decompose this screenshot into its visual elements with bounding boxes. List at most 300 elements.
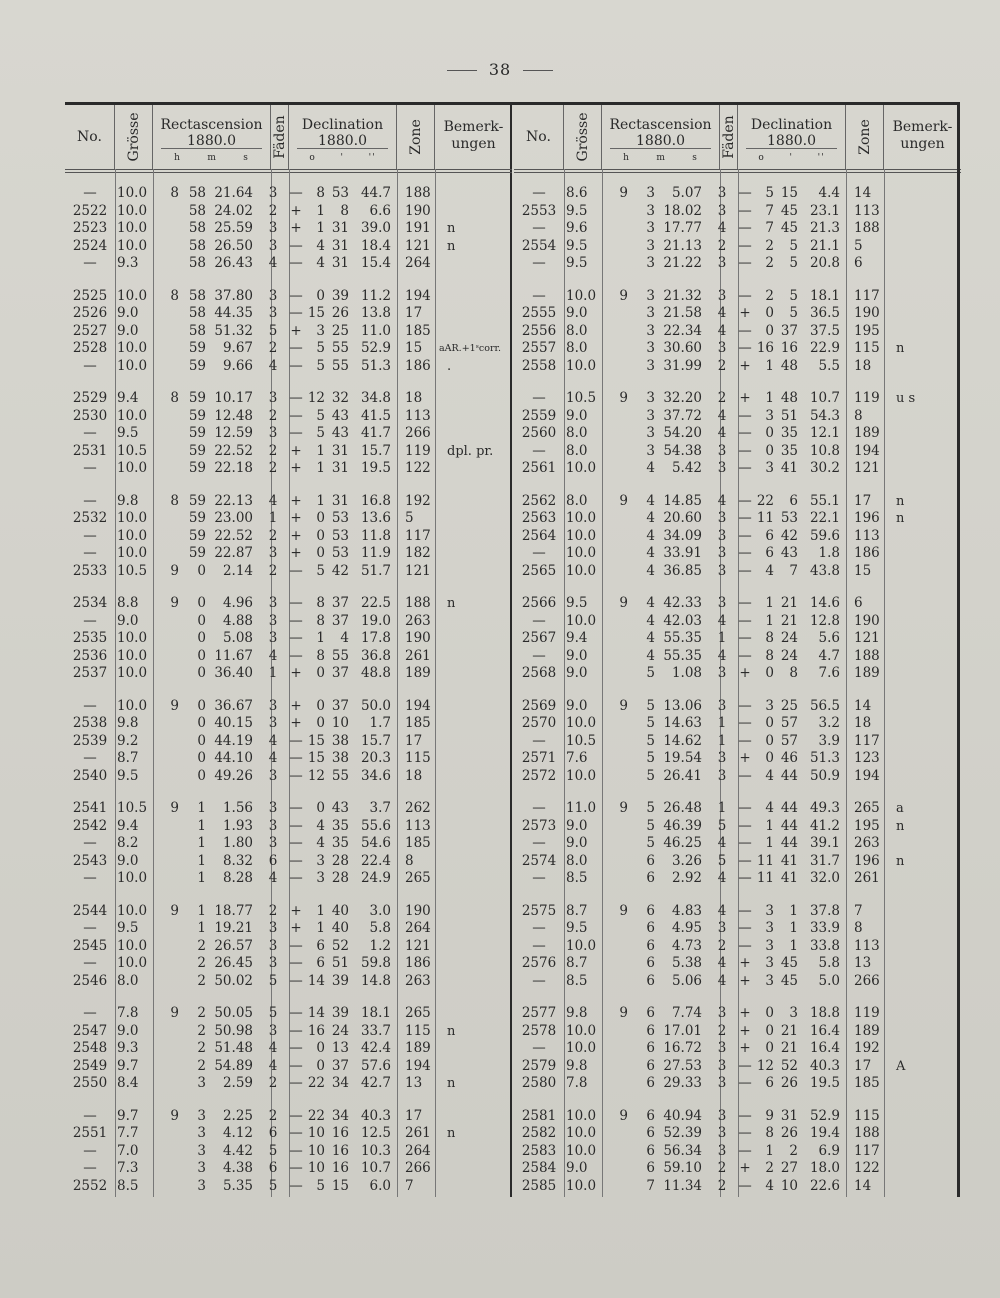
header-label: Bemerk- (443, 119, 504, 135)
cell-bemerkungen: n (447, 238, 456, 254)
cell-dec-seconds: 3.0 (369, 902, 391, 919)
cell-faeden: 3 (717, 665, 727, 681)
cell-dec-seconds: 5.8 (818, 955, 840, 971)
cell-dec-sign: — (289, 237, 303, 254)
cell-dec-sign: + (290, 715, 302, 731)
cell-dec-degrees: 0 (316, 1040, 325, 1056)
cell-ra-seconds: 26.41 (663, 767, 702, 784)
cell-ra-hours: 9 (619, 800, 628, 816)
cell-dec-degrees: 15 (307, 750, 325, 766)
cell-dec-seconds: 5.0 (818, 972, 840, 989)
cell-ra-minutes: 58 (188, 305, 206, 321)
cell-dec-sign: + (290, 492, 302, 509)
cell-zone: 8 (405, 852, 414, 869)
cell-dec-sign: — (289, 835, 303, 851)
cell-groesse: 10.0 (566, 527, 597, 544)
cell-ra-minutes: 0 (197, 665, 206, 681)
cell-faeden: 3 (717, 202, 727, 219)
cell-zone: 185 (405, 835, 431, 851)
cell-dec-seconds: 59.6 (809, 527, 840, 544)
cell-dec-degrees: 6 (765, 527, 774, 544)
cell-dec-minutes: 45 (780, 202, 798, 219)
cell-dec-degrees: 14 (307, 972, 325, 989)
cell-zone: 261 (405, 647, 431, 664)
cell-dec-minutes: 16 (331, 1160, 349, 1176)
cell-faeden: 1 (268, 665, 278, 681)
cell-number: 2584 (521, 1160, 557, 1176)
cell-ra-minutes: 6 (646, 1075, 655, 1091)
cell-groesse: 7.6 (566, 750, 588, 766)
cell-ra-hours: 8 (170, 287, 179, 304)
entry-group (65, 595, 512, 683)
cell-groesse: 7.8 (117, 1005, 139, 1021)
cell-faeden: 3 (717, 1005, 727, 1021)
cell-dec-seconds: 5.8 (369, 920, 391, 936)
cell-ra-minutes: 6 (646, 1160, 655, 1176)
cell-zone: 265 (854, 800, 880, 816)
cell-dec-minutes: 43 (331, 800, 349, 816)
cell-dec-minutes: 25 (331, 322, 349, 339)
entry-group (514, 698, 961, 786)
table-row (65, 1058, 512, 1076)
cell-ra-minutes: 3 (646, 220, 655, 236)
cell-dec-sign: + (290, 527, 302, 544)
cell-ra-minutes: 59 (188, 390, 206, 406)
cell-zone: 17 (405, 1107, 423, 1124)
cell-dec-sign: — (738, 937, 752, 954)
cell-number: 2568 (521, 665, 557, 681)
cell-dec-minutes: 44 (780, 767, 798, 784)
header-title-block (289, 117, 396, 149)
cell-ra-seconds: 49.26 (214, 767, 253, 784)
cell-dec-minutes: 57 (780, 715, 798, 731)
cell-groesse: 10.5 (566, 390, 597, 406)
cell-dec-minutes: 28 (331, 852, 349, 869)
cell-dec-seconds: 37.8 (809, 902, 840, 919)
entry-group (514, 1108, 961, 1196)
table-row (65, 750, 512, 768)
cell-ra-seconds: 31.99 (663, 357, 702, 374)
cell-dec-sign: — (289, 647, 303, 664)
cell-zone: 5 (405, 510, 414, 526)
cell-dec-seconds: 32.0 (809, 870, 840, 886)
cell-dec-minutes: 24 (331, 1022, 349, 1039)
cell-zone: 113 (854, 202, 880, 219)
cell-number: — (83, 1005, 97, 1021)
cell-dec-seconds: 36.5 (809, 305, 840, 321)
cell-faeden: 4 (268, 732, 278, 749)
cell-bemerkungen: . (447, 358, 452, 374)
cell-number: — (83, 1107, 97, 1124)
cell-ra-seconds: 22.87 (214, 545, 253, 561)
cell-zone: 14 (854, 1177, 872, 1194)
cell-number: 2572 (521, 767, 557, 784)
cell-faeden: 3 (717, 442, 727, 459)
header-label: ungen (900, 136, 945, 152)
cell-bemerkungen: a (896, 801, 904, 816)
cell-ra-seconds: 44.19 (214, 732, 253, 749)
cell-dec-sign: — (738, 340, 752, 356)
cell-faeden: 3 (268, 920, 278, 936)
cell-zone: 188 (405, 595, 431, 611)
cell-ra-minutes: 2 (197, 1022, 206, 1039)
cell-zone: 190 (854, 305, 880, 321)
cell-dec-minutes: 28 (331, 870, 349, 886)
cell-groesse: 10.0 (117, 697, 148, 714)
cell-ra-minutes: 6 (646, 902, 655, 919)
cell-groesse: 9.5 (566, 255, 588, 271)
cell-ra-hours: 8 (170, 492, 179, 509)
cell-dec-minutes: 26 (331, 305, 349, 321)
cell-zone: 123 (854, 750, 880, 766)
cell-dec-seconds: 16.8 (360, 492, 391, 509)
cell-bemerkungen: n (447, 596, 456, 611)
header-units (297, 148, 388, 163)
cell-groesse: 9.0 (566, 697, 588, 714)
cell-faeden: 3 (268, 425, 278, 441)
cell-ra-minutes: 0 (197, 750, 206, 766)
header-label: Grösse (125, 112, 142, 162)
cell-groesse: 10.5 (117, 562, 148, 579)
cell-groesse: 10.0 (566, 1107, 597, 1124)
cell-groesse: 8.5 (566, 972, 588, 989)
cell-dec-minutes: 40 (331, 920, 349, 936)
cell-dec-minutes: 16 (780, 340, 798, 356)
cell-ra-minutes: 0 (197, 715, 206, 731)
cell-dec-sign: — (289, 852, 303, 869)
cell-dec-sign: + (739, 750, 751, 766)
unit-label: m (656, 153, 666, 163)
cell-ra-minutes: 2 (197, 1057, 206, 1074)
cell-ra-seconds: 22.34 (663, 322, 702, 339)
cell-groesse: 10.0 (117, 460, 148, 476)
cell-ra-hours: 9 (170, 562, 179, 579)
cell-zone: 192 (405, 492, 431, 509)
cell-dec-minutes: 8 (340, 202, 349, 219)
header-epoch: 1880.0 (767, 133, 816, 149)
cell-ra-seconds: 51.48 (214, 1040, 253, 1056)
cell-dec-minutes: 2 (789, 1142, 798, 1159)
cell-number: — (83, 255, 97, 271)
cell-dec-sign: + (290, 697, 302, 714)
cell-ra-minutes: 58 (188, 185, 206, 201)
cell-groesse: 7.8 (566, 1075, 588, 1091)
unit-label: s (692, 153, 698, 163)
cell-ra-seconds: 26.50 (214, 237, 253, 254)
cell-groesse: 10.0 (566, 460, 597, 476)
cell-ra-seconds: 1.08 (671, 665, 702, 681)
cell-groesse: 9.5 (117, 920, 139, 936)
cell-number: — (83, 545, 97, 561)
entry-group (514, 390, 961, 478)
cell-number: 2560 (521, 425, 557, 441)
cell-dec-minutes: 3 (789, 1005, 798, 1021)
cell-zone: 121 (405, 237, 431, 254)
unit-label: h (174, 153, 181, 163)
cell-zone: 186 (854, 545, 880, 561)
cell-dec-minutes: 37 (331, 612, 349, 629)
table-row (514, 870, 961, 888)
cell-zone: 188 (854, 647, 880, 664)
cell-dec-minutes: 21 (780, 595, 798, 611)
cell-dec-degrees: 8 (316, 647, 325, 664)
cell-dec-degrees: 1 (316, 460, 325, 476)
cell-faeden: 3 (717, 562, 727, 579)
cell-ra-seconds: 9.67 (222, 340, 253, 356)
cell-number: 2523 (72, 220, 108, 236)
cell-dec-sign: — (289, 955, 303, 971)
cell-dec-minutes: 32 (331, 390, 349, 406)
cell-ra-seconds: 9.66 (222, 357, 253, 374)
entry-group (65, 800, 512, 888)
cell-dec-seconds: 19.0 (360, 612, 391, 629)
cell-dec-minutes: 4 (340, 630, 349, 646)
cell-dec-degrees: 1 (316, 920, 325, 936)
cell-zone: 117 (854, 1142, 880, 1159)
cell-zone: 266 (405, 1160, 431, 1176)
cell-ra-seconds: 4.38 (222, 1160, 253, 1176)
cell-zone: 14 (854, 697, 872, 714)
table-row (514, 1160, 961, 1178)
cell-ra-minutes: 58 (188, 237, 206, 254)
cell-dec-degrees: 0 (316, 1057, 325, 1074)
cell-faeden: 2 (717, 937, 727, 954)
cell-dec-degrees: 5 (316, 340, 325, 356)
cell-zone: 186 (405, 357, 431, 374)
header-title-block (738, 117, 845, 149)
cell-groesse: 10.0 (566, 562, 597, 579)
cell-dec-minutes: 31 (331, 255, 349, 271)
cell-dec-degrees: 4 (765, 1177, 774, 1194)
table-row (65, 1005, 512, 1023)
left-half (65, 105, 512, 1197)
cell-number: 2539 (72, 732, 108, 749)
cell-groesse: 9.0 (566, 305, 588, 321)
cell-dec-degrees: 2 (765, 237, 774, 254)
cell-dec-sign: — (289, 1040, 303, 1056)
cell-zone: 261 (854, 870, 880, 886)
cell-number: — (83, 185, 97, 201)
table-row (65, 1023, 512, 1041)
cell-ra-minutes: 0 (197, 562, 206, 579)
table-row (514, 920, 961, 938)
cell-dec-minutes: 51 (331, 955, 349, 971)
cell-dec-sign: — (738, 1142, 752, 1159)
cell-dec-seconds: 11.8 (360, 527, 391, 544)
cell-dec-seconds: 23.1 (809, 202, 840, 219)
cell-dec-minutes: 42 (331, 562, 349, 579)
cell-ra-seconds: 26.45 (214, 955, 253, 971)
cell-dec-degrees: 22 (307, 1075, 325, 1091)
cell-ra-minutes: 3 (197, 1177, 206, 1194)
table-row (514, 733, 961, 751)
table-row (514, 1023, 961, 1041)
cell-number: 2567 (521, 630, 557, 646)
cell-faeden: 3 (717, 255, 727, 271)
cell-dec-sign: — (738, 287, 752, 304)
cell-faeden: 4 (268, 492, 278, 509)
cell-groesse: 8.4 (117, 1075, 139, 1091)
cell-groesse: 8.2 (117, 835, 139, 851)
cell-dec-sign: + (290, 920, 302, 936)
cell-ra-minutes: 6 (646, 852, 655, 869)
cell-dec-sign: + (290, 510, 302, 526)
table-row (65, 510, 512, 528)
cell-dec-seconds: 18.0 (809, 1160, 840, 1176)
cell-number: 2525 (72, 287, 108, 304)
cell-ra-seconds: 50.02 (214, 972, 253, 989)
cell-dec-degrees: 0 (316, 697, 325, 714)
header-label: No. (526, 129, 551, 145)
cell-groesse: 10.0 (117, 202, 148, 219)
cell-ra-hours: 8 (170, 185, 179, 201)
cell-ra-minutes: 3 (197, 1075, 206, 1091)
cell-faeden: 4 (268, 255, 278, 271)
cell-dec-minutes: 37 (331, 595, 349, 611)
cell-zone: 14 (854, 185, 872, 201)
cell-dec-minutes: 6 (789, 492, 798, 509)
cell-dec-seconds: 41.7 (360, 425, 391, 441)
cell-dec-sign: — (289, 612, 303, 629)
cell-dec-degrees: 11 (756, 852, 774, 869)
cell-faeden: 3 (717, 510, 727, 526)
cell-dec-degrees: 0 (765, 1022, 774, 1039)
cell-ra-minutes: 3 (646, 442, 655, 459)
cell-dec-degrees: 12 (307, 390, 325, 406)
cell-groesse: 9.3 (117, 1040, 139, 1056)
cell-groesse: 9.8 (566, 1005, 588, 1021)
table-row (514, 715, 961, 733)
table-row (514, 955, 961, 973)
cell-dec-sign: + (739, 1040, 751, 1056)
cell-ra-minutes: 3 (197, 1160, 206, 1176)
cell-ra-minutes: 4 (646, 612, 655, 629)
cell-ra-minutes: 3 (646, 185, 655, 201)
cell-number: 2530 (72, 407, 108, 424)
cell-number: — (83, 612, 97, 629)
cell-dec-seconds: 33.8 (809, 937, 840, 954)
cell-dec-sign: — (738, 920, 752, 936)
table-row (514, 255, 961, 273)
cell-zone: 263 (405, 612, 431, 629)
cell-zone: 119 (405, 442, 431, 459)
cell-dec-degrees: 22 (756, 492, 774, 509)
cell-dec-seconds: 3.9 (818, 732, 840, 749)
cell-ra-minutes: 3 (646, 407, 655, 424)
header-faeden (271, 105, 289, 169)
cell-dec-degrees: 0 (765, 715, 774, 731)
table-row (65, 323, 512, 341)
cell-dec-degrees: 11 (756, 870, 774, 886)
cell-dec-minutes: 31 (331, 442, 349, 459)
cell-dec-minutes: 45 (780, 955, 798, 971)
cell-dec-degrees: 4 (316, 255, 325, 271)
cell-ra-seconds: 4.88 (222, 612, 253, 629)
cell-dec-degrees: 9 (765, 1107, 774, 1124)
cell-dec-minutes: 7 (789, 562, 798, 579)
cell-dec-sign: — (289, 1057, 303, 1074)
table-row (65, 715, 512, 733)
cell-zone: 194 (405, 1057, 431, 1074)
cell-bemerkungen: n (447, 1076, 456, 1091)
table-row (65, 340, 512, 358)
cell-dec-seconds: 19.5 (809, 1075, 840, 1091)
cell-number: 2561 (521, 460, 557, 476)
cell-ra-minutes: 0 (197, 595, 206, 611)
cell-dec-seconds: 33.9 (809, 920, 840, 936)
cell-dec-sign: + (290, 202, 302, 219)
cell-faeden: 3 (268, 937, 278, 954)
cell-dec-sign: — (738, 492, 752, 509)
cell-ra-seconds: 5.08 (222, 630, 253, 646)
cell-dec-seconds: 15.7 (360, 442, 391, 459)
cell-zone: 263 (854, 835, 880, 851)
cell-number: 2573 (521, 817, 557, 834)
cell-dec-seconds: 33.7 (360, 1022, 391, 1039)
table-row (65, 203, 512, 221)
cell-dec-seconds: 10.8 (809, 442, 840, 459)
cell-dec-sign: — (738, 425, 752, 441)
cell-dec-seconds: 3.7 (369, 800, 391, 816)
cell-zone: 264 (405, 1142, 431, 1159)
cell-dec-minutes: 21 (780, 1022, 798, 1039)
cell-groesse: 10.5 (117, 442, 148, 459)
cell-faeden: 1 (717, 800, 727, 816)
cell-faeden: 4 (717, 612, 727, 629)
cell-number: — (532, 287, 546, 304)
cell-ra-minutes: 2 (197, 955, 206, 971)
cell-dec-sign: — (738, 562, 752, 579)
cell-dec-seconds: 10.7 (809, 390, 840, 406)
cell-ra-seconds: 17.77 (663, 220, 702, 236)
cell-dec-sign: + (739, 1005, 751, 1021)
table-row (514, 358, 961, 376)
cell-dec-seconds: 17.8 (360, 630, 391, 646)
entry-group (65, 185, 512, 273)
cell-zone: 192 (854, 1040, 880, 1056)
cell-zone: 15 (854, 562, 872, 579)
cell-dec-seconds: 24.9 (360, 870, 391, 886)
cell-dec-minutes: 43 (780, 545, 798, 561)
cell-dec-sign: + (739, 357, 751, 374)
table-body (65, 185, 512, 1210)
cell-ra-hours: 9 (170, 595, 179, 611)
cell-dec-degrees: 16 (307, 1022, 325, 1039)
cell-dec-minutes: 25 (780, 697, 798, 714)
cell-dec-degrees: 5 (316, 357, 325, 374)
cell-dec-sign: — (738, 817, 752, 834)
cell-ra-seconds: 25.59 (214, 220, 253, 236)
cell-faeden: 3 (717, 1075, 727, 1091)
cell-number: — (532, 185, 546, 201)
header-label: Fäden (271, 115, 288, 159)
cell-faeden: 3 (717, 697, 727, 714)
cell-dec-sign: + (290, 545, 302, 561)
cell-groesse: 9.4 (117, 817, 139, 834)
cell-number: — (83, 1142, 97, 1159)
cell-faeden: 2 (717, 237, 727, 254)
cell-ra-minutes: 3 (646, 390, 655, 406)
unit-label: s (243, 153, 249, 163)
cell-dec-sign: — (738, 1107, 752, 1124)
cell-number: — (532, 390, 546, 406)
cell-dec-minutes: 1 (789, 920, 798, 936)
cell-ra-minutes: 3 (646, 202, 655, 219)
cell-groesse: 11.0 (566, 800, 597, 816)
cell-dec-degrees: 14 (307, 1005, 325, 1021)
entry-group (65, 390, 512, 478)
cell-dec-seconds: 41.5 (360, 407, 391, 424)
